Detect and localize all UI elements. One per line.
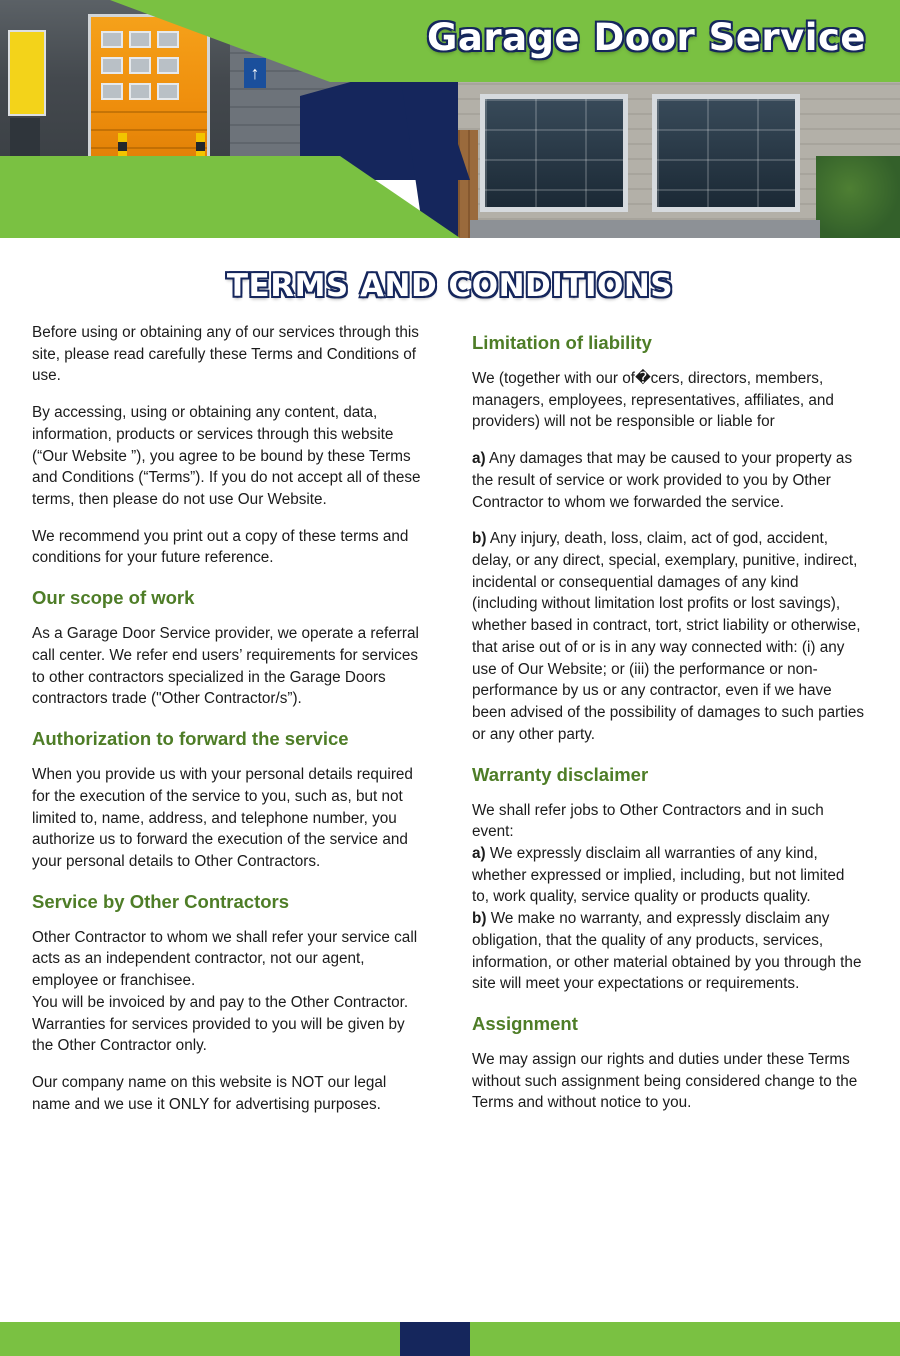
photo-orange-garage-door [88,14,210,172]
section-heading-limitation-of-liability: Limitation of liability [472,332,652,353]
liability-item-b-label: b) [472,530,487,548]
warranty-item-a-label: a) [472,844,486,862]
section-heading-scope-of-work: Our scope of work [32,587,195,609]
left-column [32,322,424,1322]
photo-yellow-cabinet [8,30,46,116]
header-title: Garage Door Service [426,16,866,59]
document-title-container [0,268,900,304]
photo-direction-arrow-icon: ↑ [244,58,266,88]
warranty-item-b-label: b) [472,910,487,928]
header-photo-residential-garage [430,70,900,238]
liability-item-a-label: a) [472,450,486,468]
warranty-item-b [472,908,864,995]
scope-of-work-body: As a Garage Door Service provider, we operate a referral call center. We refer end users’ requirements for services to other contractors specialized in the Garage Doors contractors trade ("Other Contractor/s”). [32,625,419,708]
intro-paragraph-3: We recommend you print out a copy of these terms and conditions for your future reference. [32,527,409,567]
intro-paragraph-2: By accessing, using or obtaining any content, data, information, products or services through this website (“Our Website ”), you agree to be bound by these Terms and Conditions (“Terms”). If you do not accept all of these terms, then please do not use Our Website. [32,404,421,509]
service-body-4: Our company name on this website is NOT our legal name and we use it ONLY for advertising purposes. [32,1073,387,1113]
liability-intro: We (together with our of�cers, directors, members, managers, employees, representatives, affiliates, and providers) will not be responsible or liable for [472,370,834,431]
liability-item-b [472,528,864,745]
warranty-intro: We shall refer jobs to Other Contractors and in such event: [472,801,824,841]
liability-item-b-text: Any injury, death, loss, claim, act of god, accident, delay, or any direct, special, exemplary, punitive, indirect, incidental or consequential damages of any kind (including without limitation lost profits or lost savings), whether based in contract, tort, strict liability or otherwise, that arise out of or is in any way connected with: (i) any use of Our Website; or (iii) the performance or non-performance by us or any contractor, even if we have been advised of the possibility of damages to such parties or any other party. [472,530,865,743]
service-body-1: Other Contractor to whom we shall refer your service call acts as an independent contractor, not our agent, employee or franchisee. [32,928,418,990]
photo-glass-garage-door [652,94,800,212]
warranty-item-b-text: We make no warranty, and expressly disclaim any obligation, that the quality of any products, services, information, or other material obtained by you through the site will meet your expectations or requirements. [472,910,862,993]
section-heading-warranty-disclaimer: Warranty disclaimer [472,763,649,785]
right-column [472,322,864,1322]
page-footer [0,1322,900,1356]
service-body-2: You will be invoiced by and pay to the Other Contractor. [32,993,409,1011]
section-heading-service-by-other-contractors: Service by Other Contractors [32,890,290,912]
liability-item-a-text: Any damages that may be caused to your property as the result of service or work provided to you by Other Contractor to whom we forwarded the service. [472,450,853,511]
photo-driveway [470,220,820,238]
photo-wall-sign [10,118,40,156]
page-header [0,0,900,238]
warranty-item-a [472,843,864,908]
intro-paragraph-1: Before using or obtaining any of our services through this site, please read carefully these Terms and Conditions of use. [32,324,419,385]
warranty-item-a-text: We expressly disclaim all warranties of any kind, whether expressed or implied, including, but not limited to, work quality, service quality or products quality. [472,844,845,906]
liability-item-a [472,448,864,513]
page-title: TERMS AND CONDITIONS [226,268,674,304]
authorization-body: When you provide us with your personal details required for the execution of the service to you, such as, but not limited to, name, address, and telephone number, you authorize us to forward the execution of the service and your personal details to Other Contractors. [32,766,413,870]
footer-navy-accent [400,1322,470,1356]
section-heading-authorization: Authorization to forward the service [32,728,349,750]
photo-glass-garage-door [480,94,628,212]
service-body-3: Warranties for services provided to you will be given by the Other Contractor only. [32,1015,405,1055]
document-body [0,322,900,1322]
assignment-body: We may assign our rights and duties under these Terms without such assignment being considered change to the Terms and without notice to you. [472,1050,858,1112]
section-heading-assignment: Assignment [472,1012,578,1034]
photo-shrub [816,156,900,238]
